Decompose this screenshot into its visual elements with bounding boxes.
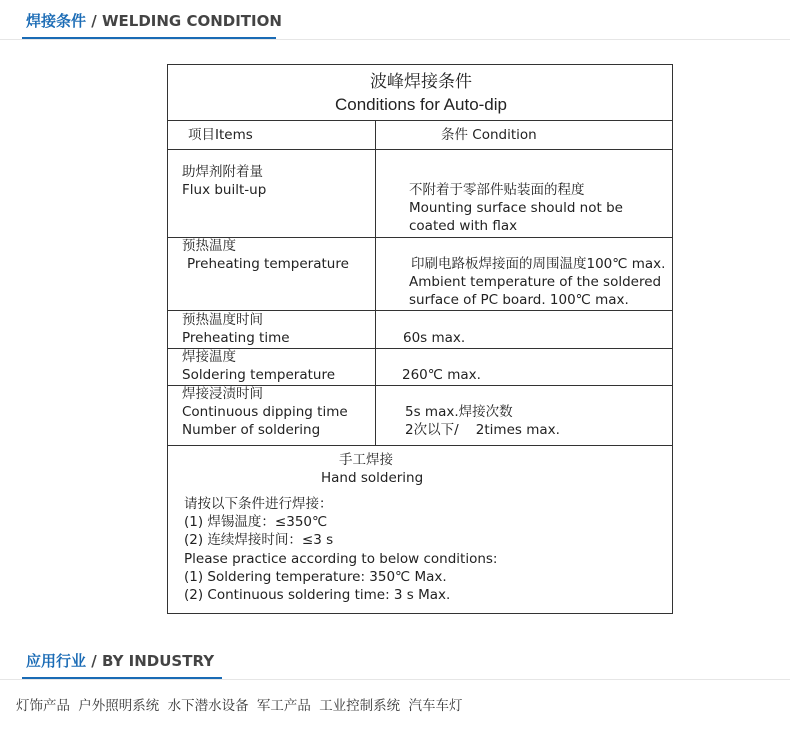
row-condition: surface of PC board. 100℃ max.	[409, 292, 629, 308]
industry-title-en: BY INDUSTRY	[101, 652, 215, 670]
row-condition: 5s max.焊接次数	[405, 404, 513, 420]
hand-title-en: Hand soldering	[321, 470, 424, 486]
row-item-cn: 焊接温度	[182, 349, 236, 365]
row-condition: coated with flax	[409, 218, 518, 234]
hand-line: (1) Soldering temperature: 350℃ Max.	[184, 569, 447, 585]
row-condition: 不附着于零部件贴装面的程度	[409, 182, 585, 198]
hand-title-cn: 手工焊接	[339, 452, 393, 468]
row-item-en: Flux built-up	[182, 182, 267, 198]
row-condition: 印刷电路板焊接面的周围温度100℃ max.	[411, 256, 666, 272]
row-condition: 260℃ max.	[402, 367, 481, 383]
welding-title-en: WELDING CONDITION	[101, 12, 282, 30]
welding-condition-table	[167, 64, 673, 614]
industry-section-header	[0, 649, 790, 680]
title-separator: /	[91, 652, 97, 670]
table-divider	[168, 237, 672, 238]
welding-title-cn: 焊接条件	[26, 12, 87, 30]
row-item-cn: 预热温度时间	[182, 312, 263, 328]
row-item-en: Preheating temperature	[187, 256, 349, 272]
row-item-en: Continuous dipping time	[182, 404, 348, 420]
row-item-cn: 助焊剂附着量	[182, 164, 263, 180]
row-item-en: Preheating time	[182, 330, 290, 346]
industry-item: 汽车车灯	[408, 698, 463, 714]
row-condition: Mounting surface should not be	[409, 200, 623, 216]
table-divider	[168, 120, 672, 121]
title-separator: /	[91, 12, 97, 30]
hand-line: (2) 连续焊接时间：≤3 s	[184, 532, 334, 548]
hand-line: 请按以下条件进行焊接：	[184, 496, 333, 512]
row-condition: 2次以下/ 2times max.	[405, 422, 560, 438]
industry-item: 工业控制系统	[319, 698, 401, 714]
row-item-cn: 预热温度	[182, 238, 236, 254]
row-item-en: Soldering temperature	[182, 367, 336, 383]
row-condition: 60s max.	[403, 330, 466, 346]
industry-item: 军工产品	[256, 698, 311, 714]
hand-line: (1) 焊锡温度：≤350℃	[184, 514, 328, 530]
header-items: 项目Items	[188, 127, 253, 143]
column-divider	[375, 120, 376, 445]
table-divider	[168, 149, 672, 150]
industry-list	[16, 694, 466, 714]
industry-item: 户外照明系统	[78, 698, 160, 714]
hand-line: (2) Continuous soldering time: 3 s Max.	[184, 587, 451, 603]
industry-item: 灯饰产品	[16, 698, 70, 714]
row-condition: Ambient temperature of the soldered	[409, 274, 662, 290]
table-divider	[168, 445, 672, 446]
header-condition: 条件 Condition	[441, 127, 537, 143]
welding-section-tab	[22, 9, 282, 39]
hand-line: Please practice according to below conditions:	[184, 551, 498, 567]
table-title-cn: 波峰焊接条件	[370, 72, 472, 92]
industry-item: 水下潜水设备	[167, 698, 249, 714]
industry-section-tab	[22, 649, 222, 679]
welding-section-header	[0, 9, 790, 40]
row-item-en: Number of soldering	[182, 422, 321, 438]
industry-title-cn: 应用行业	[26, 652, 87, 670]
table-divider	[168, 348, 672, 349]
row-item-cn: 焊接浸渍时间	[182, 386, 263, 402]
table-title-en: Conditions for Auto-dip	[335, 95, 507, 114]
